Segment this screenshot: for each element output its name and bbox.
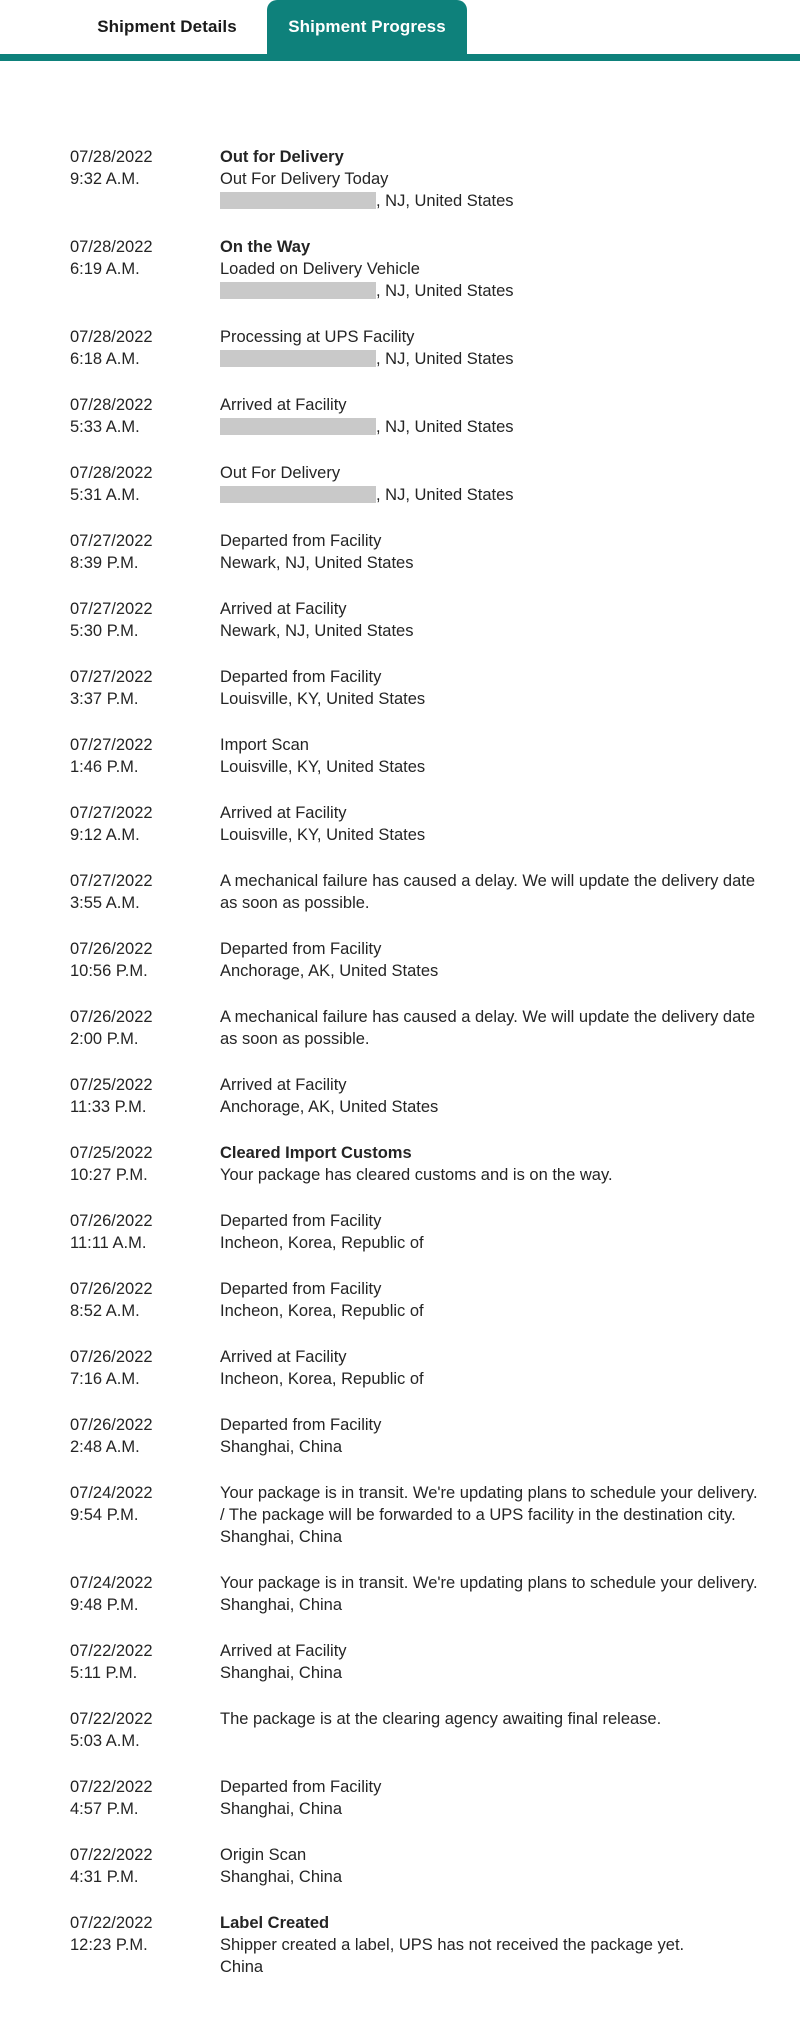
event-datetime: [70, 1572, 220, 1616]
event-datetime: [70, 1640, 220, 1684]
event-detail: [220, 1074, 438, 1118]
event-detail: [220, 462, 514, 506]
event-text-line: Louisville, KY, United States: [220, 758, 426, 776]
event-text-line: The package is at the clearing agency awaiting final release.: [220, 1710, 662, 1728]
event-detail: [220, 1482, 765, 1548]
event-time: 11:33 P.M.: [70, 1098, 147, 1116]
event-text-line: Your package has cleared customs and is on the way.: [220, 1166, 613, 1184]
shipment-event-row: [70, 1708, 775, 1752]
event-datetime: [70, 598, 220, 642]
event-time: 5:30 P.M.: [70, 622, 139, 640]
event-text-line: Out For Delivery Today: [220, 170, 389, 188]
shipment-event-row: [70, 734, 775, 778]
event-detail: [220, 1346, 424, 1390]
event-datetime: [70, 1776, 220, 1820]
event-date: 07/27/2022: [70, 872, 153, 890]
event-datetime: [70, 1844, 220, 1888]
event-detail: [220, 236, 514, 302]
event-text-line: , NJ, United States: [220, 190, 514, 212]
event-date: 07/24/2022: [70, 1484, 153, 1502]
event-text-line: Import Scan: [220, 736, 309, 754]
event-date: 07/28/2022: [70, 148, 153, 166]
event-text-line: Arrived at Facility: [220, 1076, 347, 1094]
shipment-event-row: [70, 1912, 775, 1978]
event-time: 5:31 A.M.: [70, 486, 140, 504]
shipment-event-row: [70, 1074, 775, 1118]
tab-shipment-progress[interactable]: Shipment Progress: [267, 0, 467, 54]
event-detail: [220, 1708, 661, 1730]
event-date: 07/27/2022: [70, 736, 153, 754]
shipment-event-row: [70, 462, 775, 506]
event-text-line: Newark, NJ, United States: [220, 554, 414, 572]
event-text-line: Shanghai, China: [220, 1800, 343, 1818]
event-text-line: Your package is in transit. We're updating plans to schedule your delivery. / The package will be forwarded to a UPS facility in the destination city.: [220, 1484, 758, 1524]
event-status-title: Cleared Import Customs: [220, 1144, 412, 1162]
shipment-event-row: [70, 236, 775, 302]
redacted-location-box: [220, 486, 376, 503]
event-text-line: Loaded on Delivery Vehicle: [220, 260, 420, 278]
event-status-title: Label Created: [220, 1914, 330, 1932]
event-text-line: Departed from Facility: [220, 668, 382, 686]
event-text-line: Shanghai, China: [220, 1528, 343, 1546]
event-datetime: [70, 802, 220, 846]
event-text-line: , NJ, United States: [220, 280, 514, 302]
event-text-line: Shipper created a label, UPS has not received the package yet.: [220, 1936, 685, 1954]
event-detail: [220, 1142, 613, 1186]
shipment-event-row: [70, 1572, 775, 1616]
event-text-line: Shanghai, China: [220, 1664, 343, 1682]
event-time: 6:18 A.M.: [70, 350, 140, 368]
shipment-event-row: [70, 598, 775, 642]
event-time: 5:03 A.M.: [70, 1732, 140, 1750]
event-datetime: [70, 870, 220, 914]
shipment-event-row: [70, 326, 775, 370]
event-date: 07/27/2022: [70, 804, 153, 822]
event-time: 7:16 A.M.: [70, 1370, 140, 1388]
event-text-line: Incheon, Korea, Republic of: [220, 1234, 424, 1252]
event-datetime: [70, 236, 220, 280]
event-time: 8:52 A.M.: [70, 1302, 140, 1320]
tab-bar: [0, 0, 800, 54]
event-text-line: A mechanical failure has caused a delay. We will update the delivery date as soon as possible.: [220, 872, 756, 912]
redacted-location-box: [220, 282, 376, 299]
event-text-line: Arrived at Facility: [220, 804, 347, 822]
event-text-line: Your package is in transit. We're updating plans to schedule your delivery.: [220, 1574, 758, 1592]
event-datetime: [70, 1482, 220, 1526]
shipment-event-row: [70, 146, 775, 212]
event-detail: [220, 1572, 758, 1616]
event-time: 2:48 A.M.: [70, 1438, 140, 1456]
event-datetime: [70, 666, 220, 710]
redacted-location-box: [220, 192, 376, 209]
event-time: 10:27 P.M.: [70, 1166, 148, 1184]
event-time: 9:48 P.M.: [70, 1596, 139, 1614]
event-detail: [220, 1278, 424, 1322]
shipment-progress-list: [0, 61, 800, 2042]
event-text-line: Louisville, KY, United States: [220, 826, 426, 844]
event-datetime: [70, 326, 220, 370]
event-datetime: [70, 1210, 220, 1254]
event-text-line: Louisville, KY, United States: [220, 690, 426, 708]
event-date: 07/27/2022: [70, 668, 153, 686]
event-time: 5:11 P.M.: [70, 1664, 138, 1682]
event-date: 07/26/2022: [70, 1212, 153, 1230]
event-detail: [220, 146, 514, 212]
event-detail: [220, 598, 414, 642]
event-date: 07/22/2022: [70, 1710, 153, 1728]
shipment-event-row: [70, 1414, 775, 1458]
event-text-line: Departed from Facility: [220, 532, 382, 550]
event-time: 9:12 A.M.: [70, 826, 140, 844]
event-time: 1:46 P.M.: [70, 758, 139, 776]
event-datetime: [70, 1142, 220, 1186]
event-text-line: , NJ, United States: [220, 348, 514, 370]
event-date: 07/24/2022: [70, 1574, 153, 1592]
event-datetime: [70, 1912, 220, 1956]
event-text-line: A mechanical failure has caused a delay. We will update the delivery date as soon as possible.: [220, 1008, 756, 1048]
event-detail: [220, 802, 425, 846]
event-time: 4:31 P.M.: [70, 1868, 139, 1886]
event-text-line: , NJ, United States: [220, 484, 514, 506]
event-datetime: [70, 1278, 220, 1322]
event-datetime: [70, 146, 220, 190]
event-text-line: Departed from Facility: [220, 940, 382, 958]
shipment-event-row: [70, 870, 775, 914]
event-datetime: [70, 1006, 220, 1050]
event-date: 07/22/2022: [70, 1642, 153, 1660]
event-date: 07/26/2022: [70, 1008, 153, 1026]
event-detail: [220, 1006, 765, 1050]
event-time: 12:23 P.M.: [70, 1936, 148, 1954]
event-time: 8:39 P.M.: [70, 554, 139, 572]
event-text-line: Incheon, Korea, Republic of: [220, 1370, 424, 1388]
event-time: 4:57 P.M.: [70, 1800, 139, 1818]
event-date: 07/28/2022: [70, 238, 153, 256]
event-date: 07/28/2022: [70, 328, 153, 346]
event-text-line: Departed from Facility: [220, 1212, 382, 1230]
event-date: 07/27/2022: [70, 532, 153, 550]
event-detail: [220, 1776, 381, 1820]
event-time: 6:19 A.M.: [70, 260, 140, 278]
event-text-line: , NJ, United States: [220, 416, 514, 438]
event-text-line: Departed from Facility: [220, 1416, 382, 1434]
event-time: 9:54 P.M.: [70, 1506, 139, 1524]
event-text-line: Arrived at Facility: [220, 396, 347, 414]
shipment-event-row: [70, 1278, 775, 1322]
event-detail: [220, 938, 438, 982]
shipment-event-row: [70, 1844, 775, 1888]
event-time: 5:33 A.M.: [70, 418, 140, 436]
event-date: 07/26/2022: [70, 1280, 153, 1298]
event-date: 07/25/2022: [70, 1076, 153, 1094]
event-datetime: [70, 462, 220, 506]
shipment-event-row: [70, 666, 775, 710]
event-date: 07/26/2022: [70, 1416, 153, 1434]
event-time: 3:55 A.M.: [70, 894, 140, 912]
event-date: 07/22/2022: [70, 1914, 153, 1932]
event-detail: [220, 1640, 347, 1684]
event-detail: [220, 1844, 342, 1888]
event-detail: [220, 1912, 684, 1978]
event-datetime: [70, 1708, 220, 1752]
event-date: 07/26/2022: [70, 1348, 153, 1366]
shipment-event-row: [70, 1776, 775, 1820]
event-text-line: Origin Scan: [220, 1846, 307, 1864]
shipment-event-row: [70, 1006, 775, 1050]
event-text-line: Processing at UPS Facility: [220, 328, 415, 346]
event-time: 10:56 P.M.: [70, 962, 148, 980]
event-time: 9:32 A.M.: [70, 170, 140, 188]
event-detail: [220, 666, 425, 710]
event-detail: [220, 394, 514, 438]
tab-shipment-details[interactable]: Shipment Details: [67, 0, 267, 54]
event-text-line: Incheon, Korea, Republic of: [220, 1302, 424, 1320]
tab-underline-bar: [0, 54, 800, 61]
redacted-location-box: [220, 350, 376, 367]
event-detail: [220, 326, 514, 370]
event-text-line: Departed from Facility: [220, 1778, 382, 1796]
event-text-line: Arrived at Facility: [220, 600, 347, 618]
event-status-title: Out for Delivery: [220, 148, 344, 166]
event-detail: [220, 1210, 424, 1254]
event-date: 07/22/2022: [70, 1778, 153, 1796]
shipment-event-row: [70, 802, 775, 846]
event-date: 07/27/2022: [70, 600, 153, 618]
shipment-event-row: [70, 1640, 775, 1684]
event-detail: [220, 1414, 381, 1458]
shipment-event-row: [70, 1142, 775, 1186]
event-text-line: Arrived at Facility: [220, 1348, 347, 1366]
shipment-event-row: [70, 1346, 775, 1390]
event-text-line: Out For Delivery: [220, 464, 341, 482]
event-status-title: On the Way: [220, 238, 311, 256]
event-date: 07/28/2022: [70, 464, 153, 482]
event-text-line: China: [220, 1958, 264, 1976]
shipment-event-row: [70, 394, 775, 438]
event-date: 07/25/2022: [70, 1144, 153, 1162]
event-datetime: [70, 1414, 220, 1458]
event-detail: [220, 870, 765, 914]
event-time: 11:11 A.M.: [70, 1234, 147, 1252]
event-text-line: Shanghai, China: [220, 1596, 343, 1614]
event-datetime: [70, 1074, 220, 1118]
event-detail: [220, 734, 425, 778]
event-text-line: Shanghai, China: [220, 1868, 343, 1886]
event-text-line: Newark, NJ, United States: [220, 622, 414, 640]
shipment-event-row: [70, 1210, 775, 1254]
event-text-line: Anchorage, AK, United States: [220, 1098, 439, 1116]
event-date: 07/26/2022: [70, 940, 153, 958]
shipment-event-row: [70, 530, 775, 574]
shipment-event-row: [70, 1482, 775, 1548]
event-text-line: Anchorage, AK, United States: [220, 962, 439, 980]
event-time: 3:37 P.M.: [70, 690, 139, 708]
event-datetime: [70, 938, 220, 982]
event-datetime: [70, 530, 220, 574]
event-text-line: Shanghai, China: [220, 1438, 343, 1456]
event-datetime: [70, 394, 220, 438]
event-text-line: Arrived at Facility: [220, 1642, 347, 1660]
redacted-location-box: [220, 418, 376, 435]
event-time: 2:00 P.M.: [70, 1030, 139, 1048]
event-datetime: [70, 734, 220, 778]
event-date: 07/28/2022: [70, 396, 153, 414]
event-date: 07/22/2022: [70, 1846, 153, 1864]
event-detail: [220, 530, 414, 574]
event-datetime: [70, 1346, 220, 1390]
event-text-line: Departed from Facility: [220, 1280, 382, 1298]
shipment-event-row: [70, 938, 775, 982]
